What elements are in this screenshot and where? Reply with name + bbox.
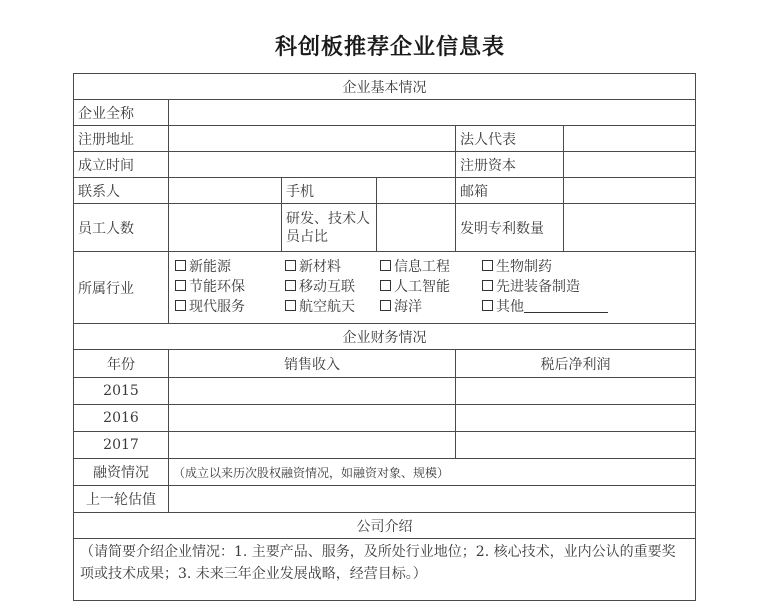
contact-field[interactable] — [169, 178, 282, 204]
page-title: 科创板推荐企业信息表 — [274, 35, 505, 60]
industry-option[interactable]: 信息工程 — [380, 258, 482, 277]
financing-field[interactable] — [169, 459, 696, 486]
checkbox-icon[interactable] — [285, 260, 296, 271]
section-intro-title: 公司介绍 — [74, 513, 696, 539]
reg-capital-label: 注册资本 — [456, 152, 564, 178]
patents-field[interactable] — [564, 204, 696, 252]
checkbox-icon[interactable] — [380, 260, 391, 271]
patents-label: 发明专利数量 — [456, 204, 564, 252]
sales-field[interactable] — [169, 432, 456, 459]
rd-ratio-field[interactable] — [377, 204, 456, 252]
email-field[interactable] — [564, 178, 696, 204]
col-sales-header: 销售收入 — [169, 350, 456, 378]
profit-field[interactable] — [456, 405, 696, 432]
checkbox-icon[interactable] — [175, 260, 186, 271]
finance-header-row — [74, 350, 696, 378]
industry-option[interactable]: 生物制药 — [482, 258, 632, 277]
row-intro — [74, 539, 696, 601]
intro-note: （请简要介绍企业情况：1. 主要产品、服务，及所处行业地位；2. 核心技术，业内公认的重要奖项或技术成果；3. 未来三年企业发展战略，经营目标。） — [80, 544, 676, 582]
year-cell: 2016 — [74, 405, 169, 432]
legal-rep-label: 法人代表 — [456, 126, 564, 152]
valuation-field[interactable] — [169, 486, 696, 513]
table-row — [74, 405, 696, 432]
row-contact — [74, 178, 696, 204]
email-label: 邮箱 — [456, 178, 564, 204]
checkbox-icon[interactable] — [285, 280, 296, 291]
industry-option[interactable]: 先进装备制造 — [482, 278, 632, 297]
reg-address-field[interactable] — [169, 126, 456, 152]
profit-field[interactable] — [456, 432, 696, 459]
company-name-label: 企业全称 — [74, 100, 169, 126]
profit-field[interactable] — [456, 378, 696, 405]
checkbox-icon[interactable] — [482, 280, 493, 291]
year-cell: 2017 — [74, 432, 169, 459]
industry-option[interactable]: 海洋 — [380, 298, 482, 317]
founded-label: 成立时间 — [74, 152, 169, 178]
reg-address-label: 注册地址 — [74, 126, 169, 152]
industry-option[interactable]: 移动互联 — [285, 278, 380, 297]
checkbox-icon[interactable] — [175, 280, 186, 291]
section-finance-title: 企业财务情况 — [74, 324, 696, 350]
valuation-label: 上一轮估值 — [74, 486, 169, 513]
checkbox-icon[interactable] — [380, 300, 391, 311]
row-reg-address — [74, 126, 696, 152]
sales-field[interactable] — [169, 405, 456, 432]
founded-field[interactable] — [169, 152, 456, 178]
legal-rep-field[interactable] — [564, 126, 696, 152]
checkbox-icon[interactable] — [380, 280, 391, 291]
section-intro-row — [74, 513, 696, 539]
intro-field[interactable] — [74, 539, 696, 601]
checkbox-icon[interactable] — [482, 260, 493, 271]
phone-field[interactable] — [377, 178, 456, 204]
industry-option[interactable]: 现代服务 — [175, 298, 285, 317]
checkbox-icon[interactable] — [175, 300, 186, 311]
staff-count-field[interactable] — [169, 204, 282, 252]
contact-label: 联系人 — [74, 178, 169, 204]
table-row — [74, 432, 696, 459]
rd-ratio-label: 研发、技术人员占比 — [282, 204, 377, 252]
other-blank-line[interactable] — [524, 300, 608, 313]
section-finance-row — [74, 324, 696, 350]
section-basic-row — [74, 74, 696, 100]
row-financing — [74, 459, 696, 486]
industry-label: 所属行业 — [74, 252, 169, 324]
reg-capital-field[interactable] — [564, 152, 696, 178]
industry-option[interactable]: 人工智能 — [380, 278, 482, 297]
industry-options — [169, 252, 696, 324]
row-staff — [74, 204, 696, 252]
year-cell: 2015 — [74, 378, 169, 405]
financing-note: （成立以来历次股权融资情况，如融资对象、规模） — [173, 465, 450, 480]
industry-option[interactable]: 新能源 — [175, 258, 285, 277]
checkbox-icon[interactable] — [285, 300, 296, 311]
industry-option[interactable]: 节能环保 — [175, 278, 285, 297]
row-valuation — [74, 486, 696, 513]
col-profit-header: 税后净利润 — [456, 350, 696, 378]
info-form-table — [73, 73, 696, 601]
phone-label: 手机 — [282, 178, 377, 204]
industry-option[interactable]: 新材料 — [285, 258, 380, 277]
row-industry — [74, 252, 696, 324]
section-basic-title: 企业基本情况 — [74, 74, 696, 100]
row-founded — [74, 152, 696, 178]
sales-field[interactable] — [169, 378, 456, 405]
financing-label: 融资情况 — [74, 459, 169, 486]
checkbox-icon[interactable] — [482, 300, 493, 311]
industry-option-other[interactable]: 其他 — [482, 298, 632, 317]
table-row — [74, 378, 696, 405]
staff-count-label: 员工人数 — [74, 204, 169, 252]
row-company-name — [74, 100, 696, 126]
company-name-field[interactable] — [169, 100, 696, 126]
industry-option[interactable]: 航空航天 — [285, 298, 380, 317]
col-year-header: 年份 — [74, 350, 169, 378]
